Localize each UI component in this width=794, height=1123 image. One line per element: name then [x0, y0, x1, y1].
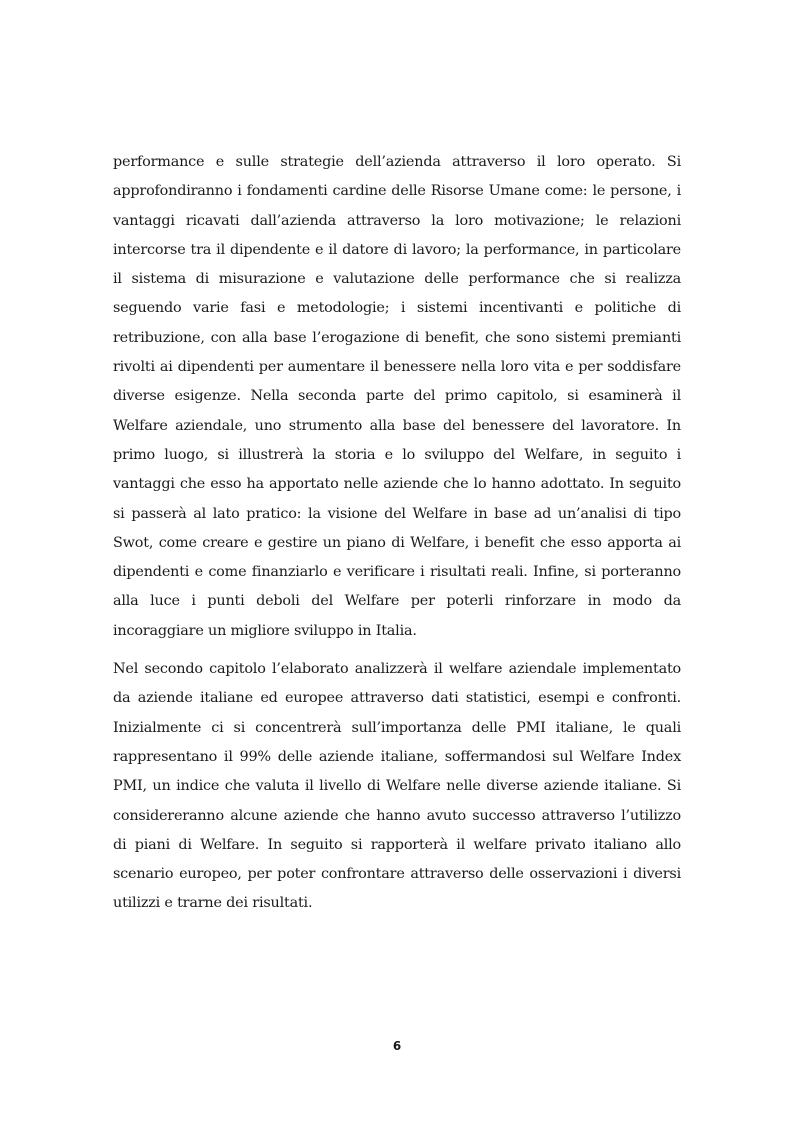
body-text	[113, 148, 681, 919]
paragraph-2: Nel secondo capitolo l’elaborato analizzerà il welfare aziendale implementato da aziende italiane ed europee attraverso dati statistici, esempi e confronti. Inizialmente ci si concentrerà sull’importanza delle PMI italiane, le quali rappresentano il 99% delle aziende italiane, soffermandosi sul Welfare Index PMI, un indice che valuta il livello di Welfare nelle diverse aziende italiane. Si considereranno alcune aziende che hanno avuto successo attraverso l’utilizzo di piani di Welfare. In seguito si rapporterà il welfare privato italiano allo scenario europeo, per poter confrontare attraverso delle osservazioni i diversi utilizzi e trarne dei risultati.	[113, 661, 681, 912]
paragraph-1: performance e sulle strategie dell’azienda attraverso il loro operato. Si approfondiranno i fondamenti cardine delle Risorse Umane come: le persone, i vantaggi ricavati dall’azienda attraverso la loro motivazione; le relazioni intercorse tra il dipendente e il datore di lavoro; la performance, in particolare il sistema di misurazione e valutazione delle performance che si realizza seguendo varie fasi e metodologie; i sistemi incentivanti e politiche di retribuzione, con alla base l’erogazione di benefit, che sono sistemi premianti rivolti ai dipendenti per aumentare il benessere nella loro vita e per soddisfare diverse esigenze. Nella seconda parte del primo capitolo, si esaminerà il Welfare aziendale, uno strumento alla base del benessere del lavoratore. In primo luogo, si illustrerà la storia e lo sviluppo del Welfare, in seguito i vantaggi che esso ha apportato nelle aziende che lo hanno adottato. In seguito si passerà al lato pratico: la visione del Welfare in base ad un’analisi di tipo Swot, come creare e gestire un piano di Welfare, i benefit che esso apporta ai dipendenti e come finanziarlo e verificare i risultati reali. Infine, si porteranno alla luce i punti deboli del Welfare per poterli rinforzare in modo da incoraggiare un migliore sviluppo in Italia.	[113, 154, 681, 639]
page-number: 6	[392, 1039, 402, 1053]
